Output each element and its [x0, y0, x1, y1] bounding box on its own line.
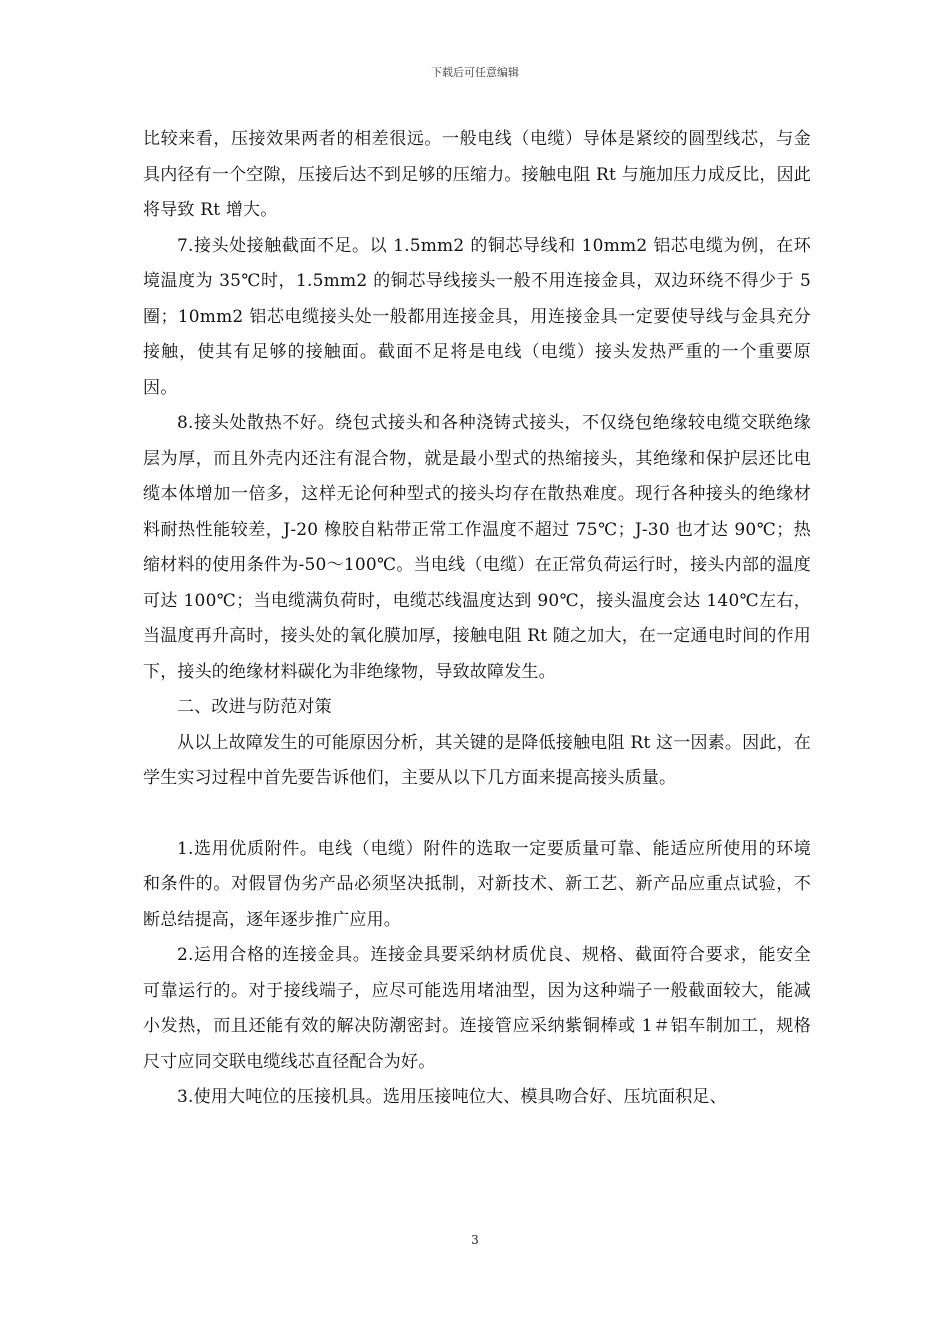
paragraph-item-8: 8.接头处散热不好。绕包式接头和各种浇铸式接头，不仅绕包绝缘较电缆交联绝缘层为厚，而且外壳内还注有混合物，就是最小型式的热缩接头，其绝缘和保护层还比电缆本体增加一倍多，这样无论何种型式的接头均存在散热难度。现行各种接头的绝缘材料耐热性能较差，J-20 橡胶自粘带正常工作温度不超过 75℃；J-30 也才达 90℃；热缩材料的使用条件为-50～100℃。当电线（电缆）在正常负荷运行时，接头内部的温度可达 100℃；当电缆满负荷时，电缆芯线温度达到 90℃，接头温度会达 140℃左右，当温度再升高时，接头处的氧化膜加厚，接触电阻 Rt 随之加大，在一定通电时间的作用下，接头的绝缘材料碳化为非绝缘物，导致故障发生。: [143, 413, 811, 682]
section-heading-countermeasures: 二、改进与防范对策: [177, 697, 332, 717]
page-header: 下载后可任意编辑: [431, 66, 519, 79]
paragraph-measure-2: 2.运用合格的连接金具。连接金具要采纳材质优良、规格、截面符合要求，能安全可靠运行的。对于接线端子，应尽可能选用堵油型，因为这种端子一般截面较大，能减小发热，而且还能有效的解决防潮密封。连接管应采纳紫铜棒或 1＃铝车制加工，规格尺寸应同交联电缆线芯直径配合为好。: [143, 945, 811, 1072]
document-body: [143, 122, 811, 1116]
paragraph-measure-1: 1.选用优质附件。电线（电缆）附件的选取一定要质量可靠、能适应所使用的环境和条件的。对假冒伪劣产品必须坚决抵制，对新技术、新工艺、新产品应重点试验，不断总结提高，逐年逐步推广应用。: [143, 838, 811, 930]
page-number: 3: [471, 1233, 479, 1247]
paragraph-comparison: 比较来看，压接效果两者的相差很远。一般电线（电缆）导体是紧绞的圆型线芯，与金具内径有一个空隙，压接后达不到足够的压缩力。接触电阻 Rt 与施加压力成反比，因此将导致 Rt 增大。: [143, 129, 811, 220]
paragraph-item-7: 7.接头处接触截面不足。以 1.5mm2 的铜芯导线和 10mm2 铝芯电缆为例，在环境温度为 35℃时，1.5mm2 的铜芯导线接头一般不用连接金具，双边环绕不得少于 5 圈；10mm2 铝芯电缆接头处一般都用连接金具，用连接金具一定要使导线与金具充分接触，使其有足够的接触面。截面不足将是电线（电缆）接头发热严重的一个重要原因。: [143, 235, 811, 398]
paragraph-analysis: 从以上故障发生的可能原因分析，其关键的是降低接触电阻 Rt 这一因素。因此，在学生实习过程中首先要告诉他们，主要从以下几方面来提高接头质量。: [143, 732, 811, 788]
paragraph-measure-3: 3.使用大吨位的压接机具。选用压接吨位大、模具吻合好、压坑面积足、: [177, 1087, 727, 1107]
